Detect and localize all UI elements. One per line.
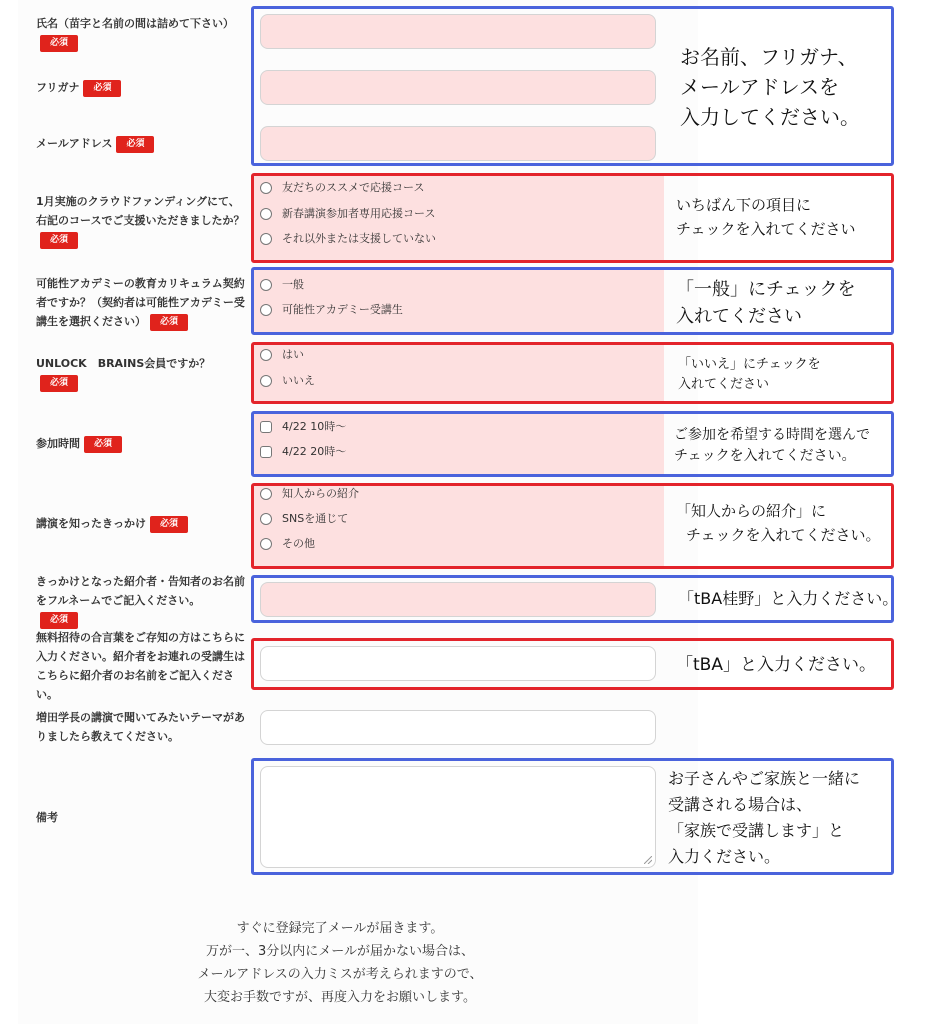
unlock-option-no[interactable]: いいえ	[260, 374, 315, 388]
note-remarks: お子さんやご家族と一緒に 受講される場合は、 「家族で受講します」と 入力ください。	[668, 769, 861, 866]
theme-input[interactable]	[260, 710, 656, 745]
note-source: 「知人からの紹介」に チェックを入れてください。	[676, 502, 881, 544]
crowdfunding-option-3[interactable]: それ以外または支援していない	[260, 232, 436, 246]
source-option-2[interactable]: SNSを通じて	[260, 512, 348, 526]
theme-label: 増田学長の講演で聞いてみたいテーマがありましたら教えてください。	[36, 711, 245, 743]
crowdfunding-label: 1月実施のクラウドファンディングにて、右記のコースでご支援いただきましたか？必須	[36, 192, 246, 249]
source-option-1[interactable]: 知人からの紹介	[260, 487, 359, 501]
name-label: 氏名（苗字と名前の間は詰めて下さい） 必須	[36, 14, 246, 52]
time-label: 参加時間 必須	[36, 434, 246, 453]
required-badge: 必須	[150, 314, 188, 331]
furigana-label: フリガナ 必須	[36, 78, 246, 97]
source-option-3[interactable]: その他	[260, 537, 315, 551]
unlock-label: UNLOCK BRAINS会員ですか？ 必須	[36, 354, 246, 392]
note-password: 「tBA」と入力ください。	[676, 655, 876, 675]
note-name: お名前、フリガナ、 メールアドレスを 入力してください。	[680, 45, 860, 129]
curriculum-option-2[interactable]: 可能性アカデミー受講生	[260, 303, 403, 317]
required-badge: 必須	[40, 35, 78, 52]
crowdfunding-option-1[interactable]: 友だちのススメで応援コース	[260, 181, 424, 195]
time-option-2[interactable]: 4/22 20時〜	[260, 445, 346, 459]
required-badge: 必須	[150, 516, 188, 533]
email-label: メールアドレス 必須	[36, 134, 246, 153]
required-badge: 必須	[40, 612, 78, 629]
required-badge: 必須	[40, 375, 78, 392]
note-unlock: 「いいえ」にチェックを 入れてください	[678, 357, 821, 392]
curriculum-label: 可能性アカデミーの教育カリキュラム契約者ですか？（契約者は可能性アカデミー受講生を選択ください） 必須	[36, 274, 246, 331]
source-label: 講演を知ったきっかけ 必須	[36, 514, 246, 533]
password-label: 無料招待の合言葉をご存知の方はこちらに入力ください。紹介者をお連れの受講生はこちらに紹介者のお名前をご記入ください。	[36, 631, 245, 701]
required-badge: 必須	[84, 436, 122, 453]
curriculum-option-1[interactable]: 一般	[260, 278, 304, 292]
note-time: ご参加を希望する時間を選んで チェックを入れてください。	[674, 427, 870, 464]
footer-message: すぐに登録完了メールが届きます。 万が一、3分以内にメールが届かない場合は、 メールアドレスの入力ミスが考えられますので、 大変お手数ですが、再度入力をお願いします。	[197, 921, 483, 1005]
time-option-1[interactable]: 4/22 10時〜	[260, 420, 346, 434]
remarks-label: 備考	[36, 811, 58, 824]
crowdfunding-option-2[interactable]: 新春講演参加者専用応援コース	[260, 207, 435, 221]
unlock-option-yes[interactable]: はい	[260, 348, 304, 362]
required-badge: 必須	[83, 80, 121, 97]
note-curriculum: 「一般」にチェックを 入れてください	[676, 279, 856, 327]
note-crowdfunding: いちばん下の項目に チェックを入れてください	[676, 196, 856, 238]
referrer-label: きっかけとなった紹介者・告知者のお名前をフルネームでご記入ください。 必須	[36, 572, 246, 629]
required-badge: 必須	[40, 232, 78, 249]
required-badge: 必須	[116, 136, 154, 153]
note-referrer: 「tBA桂野」と入力ください。	[678, 589, 899, 608]
